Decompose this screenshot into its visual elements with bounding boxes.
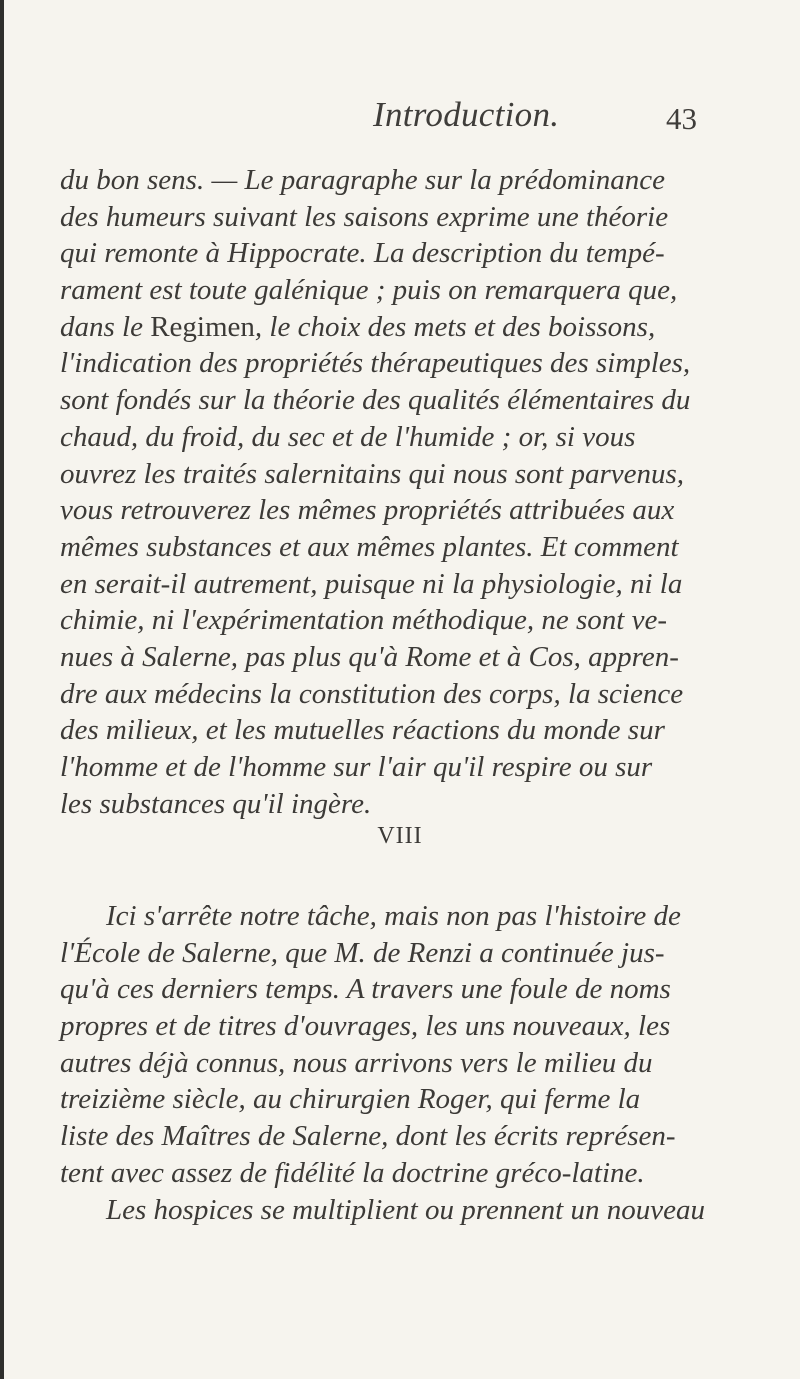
text-line: treizième siècle, au chirurgien Roger, qui ferme la [60,1083,641,1116]
text-line [60,602,760,639]
text-span: mêmes substances et aux mêmes plantes. Et comment [60,530,679,563]
text-line [60,676,760,713]
page-edge-shadow [0,0,4,1379]
text-line [60,529,760,566]
text-span: l'homme et de l'homme sur l'air qu'il respire ou sur [60,751,653,783]
paragraph-1 [60,162,760,822]
text-line: qu'à ces derniers temps. A travers une foule de noms [60,973,671,1006]
text-span: dre aux médecins la constitution des corps, la science [60,677,684,710]
text-line [60,162,760,199]
text-span: des humeurs suivant les saisons exprime une théorie [60,200,669,233]
text-line [60,235,760,272]
text-span: chimie, ni l'expérimentation méthodique, ne sont ve- [60,604,667,637]
text-line: autres déjà connus, nous arrivons vers le milieu du [60,1046,653,1079]
text-span: dans le [60,310,151,343]
text-span: qui remonte à Hippocrate. La description du tempé- [60,237,665,270]
text-span: ouvrez les traités salernitains qui nous sont parvenus, [60,457,685,490]
text-span: rament est toute galénique ; puis on remarquera que, [60,274,678,307]
text-line [60,309,760,346]
text-span: en serait-il autrement, puisque ni la physiologie, ni la [60,567,683,600]
text-line: Ici s'arrête notre tâche, mais non pas l'histoire de [106,900,681,932]
text-span: du bon sens. — Le paragraphe sur la prédominance [60,164,665,196]
text-span: chaud, du froid, du sec et de l'humide ; or, si vous [60,420,636,453]
text-line [60,639,760,676]
text-line [60,749,760,786]
text-line [60,272,760,309]
text-line [60,712,760,749]
text-line [60,492,760,529]
paragraph-2 [60,898,760,1228]
text-span: l'indication des propriétés thérapeutiques des simples, [60,347,691,380]
text-line [60,199,760,236]
text-line [60,419,760,456]
text-line [60,345,760,382]
text-line [60,786,760,823]
running-title: Introduction. [373,95,560,134]
text-span: , le choix des mets et des boissons, [254,310,656,343]
text-line: tent avec assez de fidélité la doctrine gréco-latine. [60,1156,645,1189]
text-span: nues à Salerne, pas plus qu'à Rome et à Cos, appren- [60,640,679,673]
text-span: des milieux, et les mutuelles réactions du monde sur [60,714,665,747]
text-line [60,456,760,493]
text-line: Les hospices se multiplient ou prennent un nouveau [106,1193,705,1226]
text-line [60,566,760,603]
text-span: les substances qu'il ingère. [60,787,372,820]
text-span: vous retrouverez les mêmes propriétés attribuées aux [60,494,675,527]
running-head [0,95,800,139]
section-heading: VIII [377,823,423,849]
text-line: liste des Maîtres de Salerne, dont les écrits représen- [60,1120,676,1153]
page-number: 43 [666,101,697,136]
text-line: propres et de titres d'ouvrages, les uns nouveaux, les [60,1010,671,1043]
regimen-title: Regimen [150,310,255,343]
text-line: l'École de Salerne, que M. de Renzi a continuée jus- [60,936,665,969]
text-line [60,382,760,419]
text-span: sont fondés sur la théorie des qualités élémentaires du [60,384,691,417]
